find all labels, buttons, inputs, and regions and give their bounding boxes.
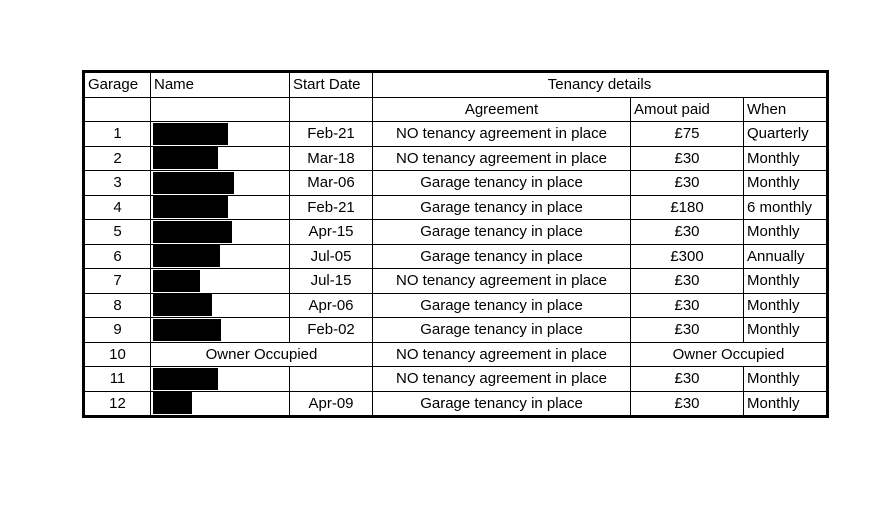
garage-number: 11 bbox=[84, 367, 151, 392]
agreement: NO tenancy agreement in place bbox=[373, 122, 631, 147]
garage-tenancy-table bbox=[82, 70, 829, 418]
garage-number: 5 bbox=[84, 220, 151, 245]
redaction-bar bbox=[153, 319, 221, 341]
when: Monthly bbox=[744, 269, 828, 294]
header-start-date: Start Date bbox=[290, 72, 373, 98]
garage-number: 6 bbox=[84, 244, 151, 269]
amount-paid: £180 bbox=[631, 195, 744, 220]
start-date: Apr-09 bbox=[290, 391, 373, 417]
amount-paid: £30 bbox=[631, 220, 744, 245]
header-tenancy-details: Tenancy details bbox=[373, 72, 828, 98]
agreement: NO tenancy agreement in place bbox=[373, 269, 631, 294]
table-row bbox=[84, 195, 828, 220]
name-cell bbox=[151, 220, 290, 245]
table-row bbox=[84, 318, 828, 343]
agreement: Garage tenancy in place bbox=[373, 318, 631, 343]
redaction-bar bbox=[153, 196, 228, 218]
amount-paid: £30 bbox=[631, 171, 744, 196]
header-amount-paid: Amout paid bbox=[631, 97, 744, 122]
when: Monthly bbox=[744, 146, 828, 171]
name-cell bbox=[151, 122, 290, 147]
name-cell bbox=[151, 195, 290, 220]
agreement: Garage tenancy in place bbox=[373, 171, 631, 196]
header-row bbox=[84, 72, 828, 98]
redaction-bar bbox=[153, 123, 228, 145]
amount-paid: £75 bbox=[631, 122, 744, 147]
start-date: Jul-05 bbox=[290, 244, 373, 269]
start-date bbox=[290, 367, 373, 392]
start-date: Apr-06 bbox=[290, 293, 373, 318]
agreement: Garage tenancy in place bbox=[373, 244, 631, 269]
garage-number: 10 bbox=[84, 342, 151, 367]
name-cell bbox=[151, 367, 290, 392]
amount-paid: £30 bbox=[631, 293, 744, 318]
table-row bbox=[84, 146, 828, 171]
name-cell bbox=[151, 146, 290, 171]
amount-paid: £30 bbox=[631, 367, 744, 392]
agreement: NO tenancy agreement in place bbox=[373, 146, 631, 171]
redaction-bar bbox=[153, 270, 200, 292]
agreement: Garage tenancy in place bbox=[373, 293, 631, 318]
name-cell bbox=[151, 318, 290, 343]
redaction-bar bbox=[153, 147, 218, 169]
redaction-bar bbox=[153, 368, 218, 390]
table-row bbox=[84, 244, 828, 269]
owner-occupied-name: Owner Occupied bbox=[151, 342, 373, 367]
name-cell bbox=[151, 171, 290, 196]
garage-number: 2 bbox=[84, 146, 151, 171]
when: Monthly bbox=[744, 293, 828, 318]
table-row bbox=[84, 293, 828, 318]
start-date: Mar-06 bbox=[290, 171, 373, 196]
garage-number: 8 bbox=[84, 293, 151, 318]
amount-paid: £30 bbox=[631, 146, 744, 171]
table-row bbox=[84, 391, 828, 417]
amount-paid: £30 bbox=[631, 391, 744, 417]
agreement: NO tenancy agreement in place bbox=[373, 367, 631, 392]
garage-number: 12 bbox=[84, 391, 151, 417]
start-date: Mar-18 bbox=[290, 146, 373, 171]
redaction-bar bbox=[153, 392, 192, 414]
redaction-bar bbox=[153, 294, 212, 316]
garage-number: 9 bbox=[84, 318, 151, 343]
when: Monthly bbox=[744, 367, 828, 392]
subheader-row bbox=[84, 97, 828, 122]
start-date: Jul-15 bbox=[290, 269, 373, 294]
amount-paid: £30 bbox=[631, 269, 744, 294]
header-agreement: Agreement bbox=[373, 97, 631, 122]
start-date: Feb-21 bbox=[290, 195, 373, 220]
table-row bbox=[84, 122, 828, 147]
table-row bbox=[84, 220, 828, 245]
garage-number: 3 bbox=[84, 171, 151, 196]
garage-number: 4 bbox=[84, 195, 151, 220]
header-when: When bbox=[744, 97, 828, 122]
garage-number: 1 bbox=[84, 122, 151, 147]
when: Monthly bbox=[744, 318, 828, 343]
name-cell bbox=[151, 391, 290, 417]
empty-cell bbox=[84, 97, 151, 122]
agreement: Garage tenancy in place bbox=[373, 220, 631, 245]
empty-cell bbox=[290, 97, 373, 122]
table-row bbox=[84, 171, 828, 196]
amount-paid: £300 bbox=[631, 244, 744, 269]
when: Monthly bbox=[744, 171, 828, 196]
amount-paid: £30 bbox=[631, 318, 744, 343]
name-cell bbox=[151, 269, 290, 294]
agreement: Garage tenancy in place bbox=[373, 391, 631, 417]
name-cell bbox=[151, 244, 290, 269]
table-row bbox=[84, 269, 828, 294]
owner-occupied-payment: Owner Occupied bbox=[631, 342, 828, 367]
garage-number: 7 bbox=[84, 269, 151, 294]
redaction-bar bbox=[153, 221, 232, 243]
header-garage: Garage bbox=[84, 72, 151, 98]
table-row bbox=[84, 367, 828, 392]
name-cell bbox=[151, 293, 290, 318]
redaction-bar bbox=[153, 172, 234, 194]
when: 6 monthly bbox=[744, 195, 828, 220]
when: Quarterly bbox=[744, 122, 828, 147]
agreement: Garage tenancy in place bbox=[373, 195, 631, 220]
when: Monthly bbox=[744, 391, 828, 417]
when: Annually bbox=[744, 244, 828, 269]
start-date: Feb-02 bbox=[290, 318, 373, 343]
redaction-bar bbox=[153, 245, 220, 267]
start-date: Apr-15 bbox=[290, 220, 373, 245]
agreement: NO tenancy agreement in place bbox=[373, 342, 631, 367]
empty-cell bbox=[151, 97, 290, 122]
header-name: Name bbox=[151, 72, 290, 98]
start-date: Feb-21 bbox=[290, 122, 373, 147]
when: Monthly bbox=[744, 220, 828, 245]
table-row bbox=[84, 342, 828, 367]
